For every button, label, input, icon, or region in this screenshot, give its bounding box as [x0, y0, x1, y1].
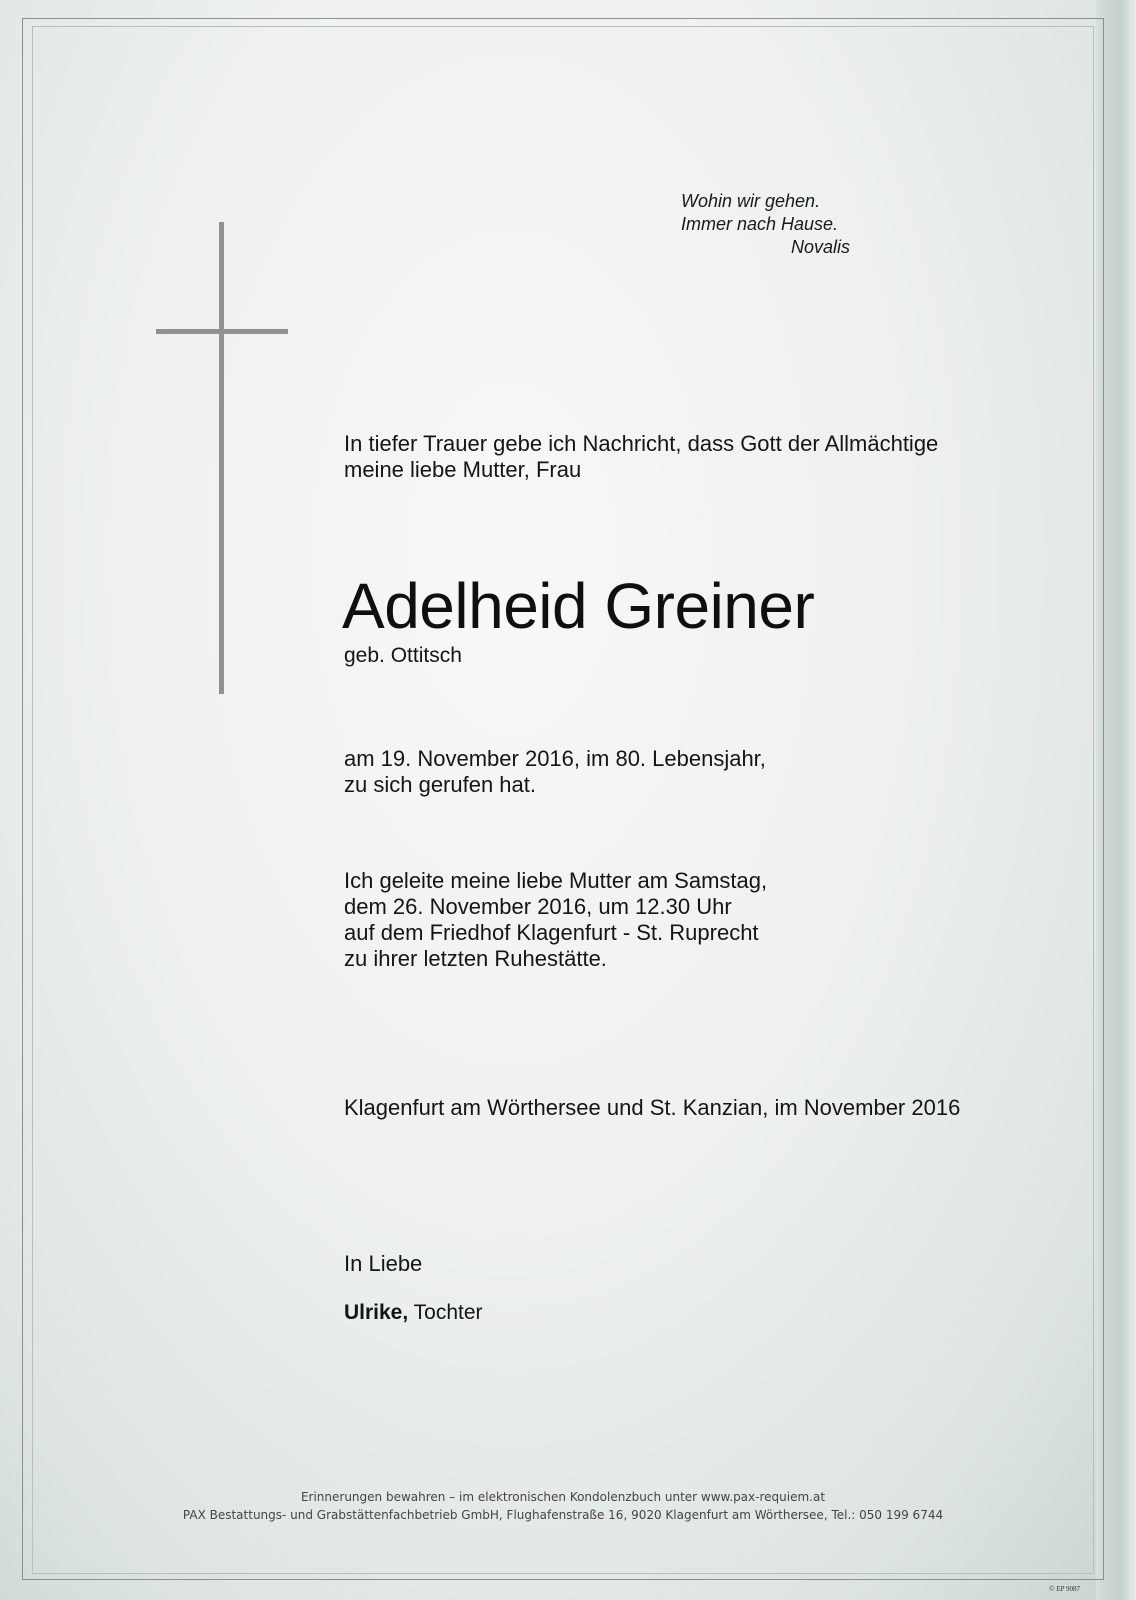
funeral-line-3: auf dem Friedhof Klagenfurt - St. Ruprecht — [344, 920, 759, 945]
death-line-1: am 19. November 2016, im 80. Lebensjahr, — [344, 746, 766, 771]
quote-line-1: Wohin wir gehen. — [681, 191, 821, 211]
footer-line-2: PAX Bestattungs- und Grabstättenfachbetrieb GmbH, Flughafenstraße 16, 9020 Klagenfurt am Wörthersee, Tel.: 050 199 6744 — [182, 1508, 944, 1522]
quote-line-2: Immer nach Hause. — [681, 214, 839, 234]
deceased-name: Adelheid Greiner — [342, 570, 815, 642]
intro-line-2: meine liebe Mutter, Frau — [344, 457, 582, 482]
funeral-line-1: Ich geleite meine liebe Mutter am Samstag, — [344, 868, 768, 893]
signer-name: Ulrike, — [344, 1301, 409, 1324]
footer-line-1: Erinnerungen bewahren – im elektronischen Kondolenzbuch unter www.pax-requiem.at — [300, 1490, 826, 1504]
cross-icon-vertical — [219, 222, 224, 694]
funeral-text — [344, 868, 767, 972]
death-line-2: zu sich gerufen hat. — [344, 772, 537, 797]
cross-icon-horizontal — [156, 329, 288, 334]
intro-line-1: In tiefer Trauer gebe ich Nachricht, dass Gott der Allmächtige — [344, 431, 939, 456]
birth-name: geb. Ottitsch — [344, 644, 462, 667]
closing-in-love: In Liebe — [344, 1251, 423, 1276]
death-text — [344, 746, 766, 798]
inner-frame — [32, 26, 1094, 1574]
epigraph-quote — [681, 190, 850, 259]
funeral-line-4: zu ihrer letzten Ruhestätte. — [344, 946, 607, 971]
funeral-line-2: dem 26. November 2016, um 12.30 Uhr — [344, 894, 732, 919]
intro-text — [344, 431, 938, 483]
signer-relation: Tochter — [408, 1301, 483, 1324]
quote-author: Novalis — [791, 237, 851, 257]
footer — [32, 1488, 1094, 1524]
print-code: © EP 9087 — [1049, 1585, 1080, 1593]
signer — [344, 1300, 483, 1326]
place-date: Klagenfurt am Wörthersee und St. Kanzian, im November 2016 — [344, 1095, 961, 1120]
